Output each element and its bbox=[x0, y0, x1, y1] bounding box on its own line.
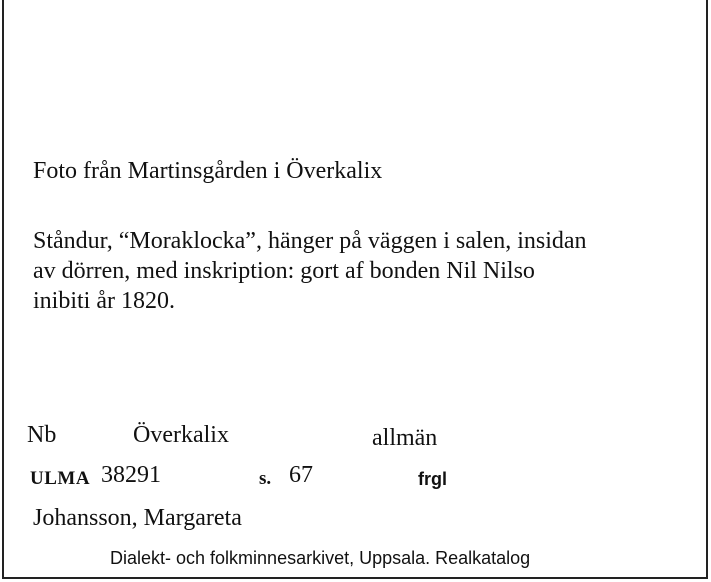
description-line: av dörren, med inskription: gort af bonden Nil Nilso bbox=[33, 258, 535, 284]
page-label: s. bbox=[259, 468, 272, 489]
scope-label: allmän bbox=[372, 425, 438, 451]
archive-label: ULMA bbox=[30, 468, 91, 489]
card-heading: Foto från Martinsgården i Överkalix bbox=[33, 158, 383, 184]
category-tag: frgl bbox=[418, 469, 447, 489]
archive-number: 38291 bbox=[101, 462, 161, 488]
description-line: Ståndur, “Moraklocka”, hänger på väggen i salen, insidan bbox=[33, 228, 587, 254]
author-name: Johansson, Margareta bbox=[33, 505, 242, 531]
description-line: inibiti år 1820. bbox=[33, 288, 175, 314]
place-name: Överkalix bbox=[133, 422, 229, 448]
page-number: 67 bbox=[289, 462, 313, 488]
card-left-border bbox=[2, 0, 4, 578]
card-bottom-border bbox=[2, 577, 708, 579]
institution-footer: Dialekt- och folkminnesarkivet, Uppsala. Realkatalog bbox=[110, 548, 531, 568]
region-code: Nb bbox=[27, 422, 57, 448]
card-right-border bbox=[706, 0, 708, 578]
